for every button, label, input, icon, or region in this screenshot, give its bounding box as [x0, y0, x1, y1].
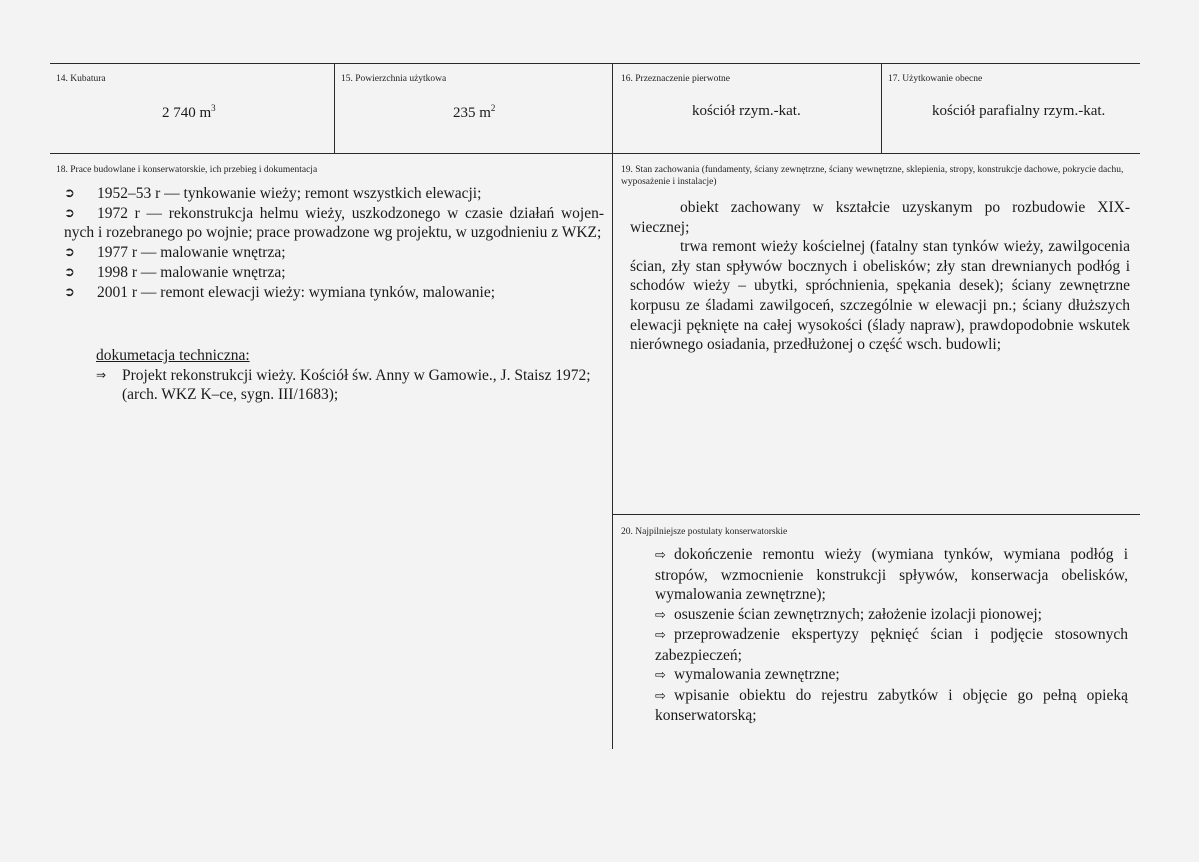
f18-documentation [96, 346, 600, 405]
f14-value [162, 103, 216, 122]
list-item-text: osuszenie ścian zewnętrznych; założenie izolacji pionowej; [674, 605, 1042, 623]
list-item-text: wymalowania zewnętrzne; [674, 666, 840, 683]
f19-paragraph: obiekt zachowany w kształcie uzyskanym po rozbudowie XIX-wiecznej; [630, 199, 1130, 236]
f15-unit-sup: 2 [490, 103, 496, 113]
row1-divider-3 [881, 63, 882, 153]
list-item [655, 545, 1128, 605]
list-item-text: 1972 r — rekonstrukcja helmu wieży, uszkodzonego w czasie działań wojen- [97, 204, 604, 222]
list-item [64, 283, 604, 303]
circled-arrow-icon: ➲ [64, 264, 75, 280]
documentation-title: dokumetacja techniczna: [96, 347, 250, 364]
f18-works-list [64, 184, 604, 302]
double-arrow-icon: ⇒ [96, 367, 107, 382]
list-item-text: przeprowadzenie ekspertyzy pęknięć ścian i podjęcie stosownych zabezpieczeń; [655, 626, 1128, 664]
list-item-text: 1998 r — malowanie wnętrza; [97, 263, 286, 281]
f14-label: 14. Kubatura [56, 74, 106, 84]
main-divider [612, 153, 613, 749]
documentation-item [96, 366, 600, 405]
list-item-text: wpisanie obiektu do rejestru zabytków i objęcie go pełną opieką konserwatorską; [655, 686, 1128, 724]
list-item [64, 204, 604, 224]
f20-label: 20. Najpilniejsze postulaty konserwatorskie [621, 527, 788, 537]
list-item-continuation: nych i rozebranego po wojnie; prace prowadzone wg projektu, w uzgodnieniu z WKZ; [64, 224, 602, 242]
list-item-text: 1952–53 r — tynkowanie wieży; remont wszystkich elewacji; [97, 185, 482, 202]
f15-value [453, 103, 495, 122]
f18-label: 18. Prace budowlane i konserwatorskie, ich przebieg i dokumentacja [56, 165, 318, 175]
list-item [64, 263, 604, 283]
f19-description [630, 198, 1130, 355]
f15-label: 15. Powierzchnia użytkowa [341, 74, 447, 84]
circled-arrow-icon: ➲ [64, 284, 75, 300]
documentation-item-text: Projekt rekonstrukcji wieży. Kościół św. Anny w Gamowie., J. Staisz 1972; (arch. WKZ K–ce, sygn. III/1683); [122, 366, 591, 403]
f14-unit-sup: 3 [211, 103, 216, 113]
list-item-text: 1977 r — malowanie wnętrza; [97, 244, 286, 262]
list-item-text: dokończenie remontu wieży (wymiana tynków, wymiana podłóg i stropów, wzmocnienie konstrukcji spływów, konserwacja obelisków, wymalowania zewnętrzne); [655, 546, 1128, 603]
circled-arrow-icon: ➲ [64, 245, 75, 261]
circled-arrow-icon: ➲ [64, 205, 75, 221]
row1-bottom-rule [50, 153, 1140, 154]
list-item [655, 665, 1128, 686]
f19-paragraph: trwa remont wieży kościelnej (fatalny stan tynków wieży, zawilgocenia ścian, zły stan spływów bocznych i obelisków; zły stan drewnianych podłóg i schodów wieży – ubytki, spróchnienia, spękania desek); ściany zewnętrzne korpusu ze śladami zawilgoceń, szczególnie w elewacji pn.; ściany dłuższych elewacji pęknięte na całej wysokości (ślady napraw), prawdopodobnie wskutek nierównego osiadania, przedłużonej o część wsch. budowli; [630, 238, 1130, 354]
f20-postulates-list [655, 545, 1128, 726]
list-item [64, 184, 604, 204]
outlined-arrow-icon: ⇨ [655, 688, 666, 704]
f14-value-text: 2 740 m [162, 105, 212, 121]
outlined-arrow-icon: ⇨ [655, 668, 666, 683]
f15-value-text: 235 m [453, 105, 491, 121]
list-item [655, 605, 1128, 626]
top-rule [50, 63, 1140, 64]
f19-label: 19. Stan zachowania (fundamenty, ściany zewnętrzne, ściany wewnętrzne, sklepienia, stropy, konstrukcje dachowe, pokrycie dachu, wyposażenie i instalacje) [621, 165, 1124, 187]
f17-value: kościół parafialny rzym.-kat. [932, 103, 1106, 119]
circled-arrow-icon: ➲ [64, 186, 75, 201]
f20-top-rule [612, 514, 1140, 515]
outlined-arrow-icon: ⇨ [655, 607, 666, 623]
list-item-text: 2001 r — remont elewacji wieży: wymiana tynków, malowanie; [97, 283, 496, 301]
outlined-arrow-icon: ⇨ [655, 628, 666, 643]
f17-label: 17. Użytkowanie obecne [888, 74, 983, 84]
f16-label: 16. Przeznaczenie pierwotne [621, 74, 730, 84]
list-item [655, 625, 1128, 665]
row1-divider-2 [612, 63, 613, 153]
outlined-arrow-icon: ⇨ [655, 548, 666, 563]
list-item [655, 686, 1128, 726]
list-item [64, 243, 604, 263]
f16-value: kościół rzym.-kat. [692, 103, 801, 119]
row1-divider-1 [334, 63, 335, 153]
